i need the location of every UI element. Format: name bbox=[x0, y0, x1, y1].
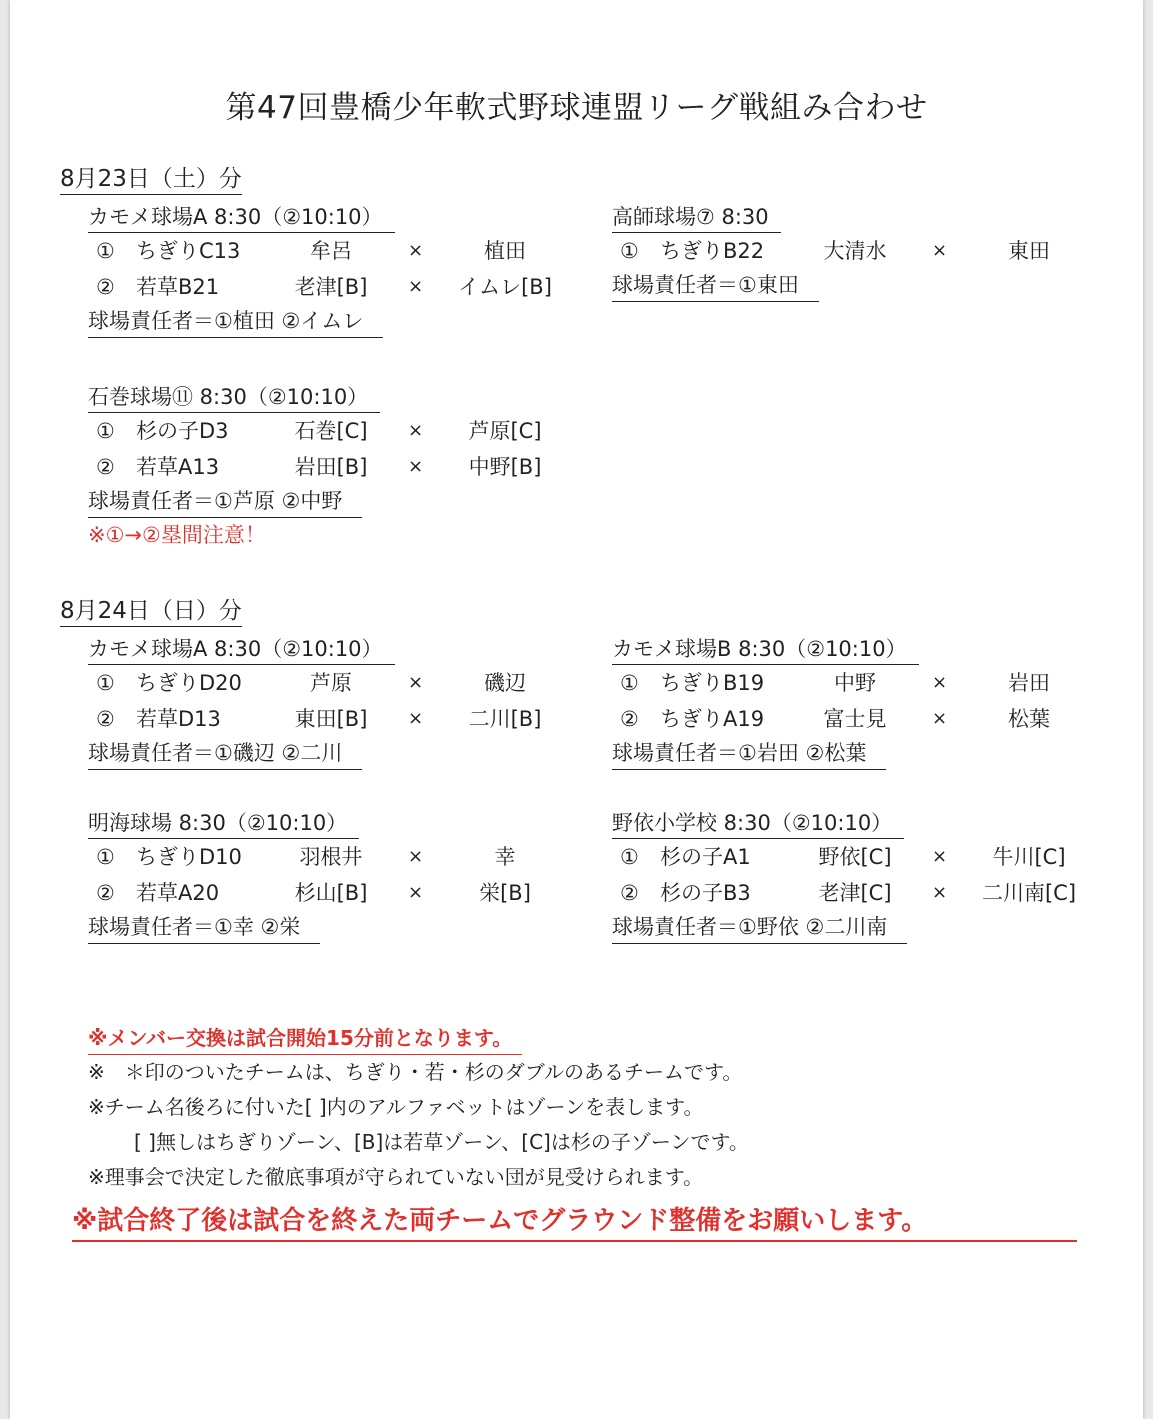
venue-block bbox=[88, 382, 568, 552]
game-number: ② bbox=[96, 707, 115, 731]
away-team: 幸 bbox=[494, 845, 516, 869]
venue-block bbox=[88, 202, 568, 338]
field-responsible: 球場責任者＝①磯辺 ②二川 bbox=[88, 737, 362, 770]
vs-mark: × bbox=[408, 276, 424, 297]
game-id: ちぎりA19 bbox=[660, 707, 765, 731]
venue-block bbox=[612, 808, 1112, 944]
game-row bbox=[88, 413, 568, 449]
venue-name: 石巻球場⑪ 8:30（②10:10） bbox=[88, 382, 380, 413]
field-responsible: 球場責任者＝①岩田 ②松葉 bbox=[612, 737, 886, 770]
game-number: ① bbox=[96, 671, 115, 695]
game-number: ② bbox=[620, 881, 639, 905]
game-number: ① bbox=[620, 239, 639, 263]
game-id: ちぎりD10 bbox=[136, 845, 242, 869]
vs-mark: × bbox=[408, 420, 424, 441]
venue-block bbox=[612, 202, 1092, 302]
venue-block bbox=[88, 808, 568, 944]
game-row bbox=[88, 875, 568, 911]
away-team: 芦原[C] bbox=[468, 419, 542, 443]
member-exchange-note: ※メンバー交換は試合開始15分前となります。 bbox=[88, 1023, 522, 1055]
vs-mark: × bbox=[408, 456, 424, 477]
game-row bbox=[612, 665, 1092, 701]
away-team: 二川南[C] bbox=[981, 881, 1077, 905]
notes-section bbox=[88, 1020, 749, 1195]
zone-detail-note: [ ]無しはちぎりゾーン、[B]は若草ゾーン、[C]は杉の子ゾーンです。 bbox=[134, 1130, 749, 1154]
game-row bbox=[612, 233, 1092, 269]
game-id: 若草D13 bbox=[136, 707, 221, 731]
vs-mark: × bbox=[408, 846, 424, 867]
zone-explain-note: ※チーム名後ろに付いた[ ]内のアルファベットはゾーンを表します。 bbox=[88, 1095, 704, 1119]
game-number: ② bbox=[96, 275, 115, 299]
game-number: ② bbox=[620, 707, 639, 731]
game-id: 杉の子B3 bbox=[660, 881, 751, 905]
field-responsible: 球場責任者＝①野依 ②二川南 bbox=[612, 911, 907, 944]
game-number: ② bbox=[96, 881, 115, 905]
home-team: 富士見 bbox=[823, 707, 887, 731]
field-responsible: 球場責任者＝①幸 ②栄 bbox=[88, 911, 320, 944]
game-row bbox=[612, 701, 1092, 737]
home-team: 牟呂 bbox=[310, 239, 352, 263]
ground-maintenance-note: ※試合終了後は試合を終えた両チームでグラウンド整備をお願いします。 bbox=[72, 1202, 1077, 1242]
game-id: ちぎりD20 bbox=[136, 671, 242, 695]
game-number: ① bbox=[96, 845, 115, 869]
away-team: 中野[B] bbox=[468, 455, 542, 479]
home-team: 杉山[B] bbox=[294, 881, 368, 905]
game-id: 杉の子D3 bbox=[136, 419, 229, 443]
venue-name: カモメ球場A 8:30（②10:10） bbox=[88, 634, 395, 665]
away-team: 栄[B] bbox=[479, 881, 531, 905]
vs-mark: × bbox=[932, 240, 948, 261]
vs-mark: × bbox=[932, 882, 948, 903]
away-team: 岩田 bbox=[1008, 671, 1050, 695]
game-row bbox=[88, 701, 568, 737]
field-responsible: 球場責任者＝①植田 ②イムレ bbox=[88, 305, 383, 338]
away-team: イムレ[B] bbox=[458, 275, 552, 299]
home-team: 中野 bbox=[834, 671, 876, 695]
game-number: ① bbox=[620, 845, 639, 869]
home-team: 羽根井 bbox=[299, 845, 363, 869]
vs-mark: × bbox=[932, 708, 948, 729]
game-row bbox=[88, 269, 568, 305]
game-number: ① bbox=[96, 419, 115, 443]
game-id: ちぎりB22 bbox=[660, 239, 765, 263]
game-row bbox=[88, 839, 568, 875]
page-title: 第47回豊橋少年軟式野球連盟リーグ戦組み合わせ bbox=[225, 90, 928, 126]
vs-mark: × bbox=[408, 240, 424, 261]
game-id: 若草B21 bbox=[136, 275, 220, 299]
away-team: 東田 bbox=[1008, 239, 1050, 263]
venue-name: 高師球場⑦ 8:30 bbox=[612, 202, 781, 233]
game-row bbox=[612, 839, 1112, 875]
venue-name: 明海球場 8:30（②10:10） bbox=[88, 808, 359, 839]
away-team: 磯辺 bbox=[484, 671, 526, 695]
home-team: 野依[C] bbox=[818, 845, 892, 869]
game-row bbox=[88, 449, 568, 485]
home-team: 石巻[C] bbox=[294, 419, 368, 443]
board-notice-note: ※理事会で決定した徹底事項が守られていない団が見受けられます。 bbox=[88, 1165, 704, 1189]
double-teams-note: ※ ＊印のついたチームは、ちぎり・若・杉のダブルのあるチームです。 bbox=[88, 1060, 743, 1084]
home-team: 老津[C] bbox=[818, 881, 892, 905]
game-number: ② bbox=[96, 455, 115, 479]
date-heading-day1: 8月23日（土）分 bbox=[60, 160, 242, 195]
home-team: 東田[B] bbox=[294, 707, 368, 731]
game-id: 若草A13 bbox=[136, 455, 220, 479]
away-team: 植田 bbox=[484, 239, 526, 263]
vs-mark: × bbox=[932, 672, 948, 693]
game-number: ① bbox=[96, 239, 115, 263]
away-team: 二川[B] bbox=[468, 707, 542, 731]
game-row bbox=[88, 233, 568, 269]
away-team: 牛川[C] bbox=[992, 845, 1066, 869]
game-row bbox=[612, 875, 1112, 911]
game-id: 若草A20 bbox=[136, 881, 220, 905]
vs-mark: × bbox=[408, 708, 424, 729]
field-responsible: 球場責任者＝①芦原 ②中野 bbox=[88, 485, 362, 518]
venue-block bbox=[612, 634, 1092, 770]
home-team: 芦原 bbox=[310, 671, 352, 695]
game-id: ちぎりC13 bbox=[136, 239, 241, 263]
date-heading-day2: 8月24日（日）分 bbox=[60, 592, 242, 627]
warning-note: ※①→②塁間注意！ bbox=[88, 523, 266, 547]
away-team: 松葉 bbox=[1008, 707, 1050, 731]
venue-block bbox=[88, 634, 568, 770]
game-id: ちぎりB19 bbox=[660, 671, 765, 695]
venue-name: カモメ球場B 8:30（②10:10） bbox=[612, 634, 919, 665]
game-number: ① bbox=[620, 671, 639, 695]
vs-mark: × bbox=[408, 672, 424, 693]
vs-mark: × bbox=[932, 846, 948, 867]
game-id: 杉の子A1 bbox=[660, 845, 751, 869]
game-row bbox=[88, 665, 568, 701]
home-team: 岩田[B] bbox=[294, 455, 368, 479]
venue-name: カモメ球場A 8:30（②10:10） bbox=[88, 202, 395, 233]
field-responsible: 球場責任者＝①東田 bbox=[612, 269, 819, 302]
home-team: 老津[B] bbox=[294, 275, 368, 299]
home-team: 大清水 bbox=[823, 239, 887, 263]
vs-mark: × bbox=[408, 882, 424, 903]
venue-name: 野依小学校 8:30（②10:10） bbox=[612, 808, 904, 839]
